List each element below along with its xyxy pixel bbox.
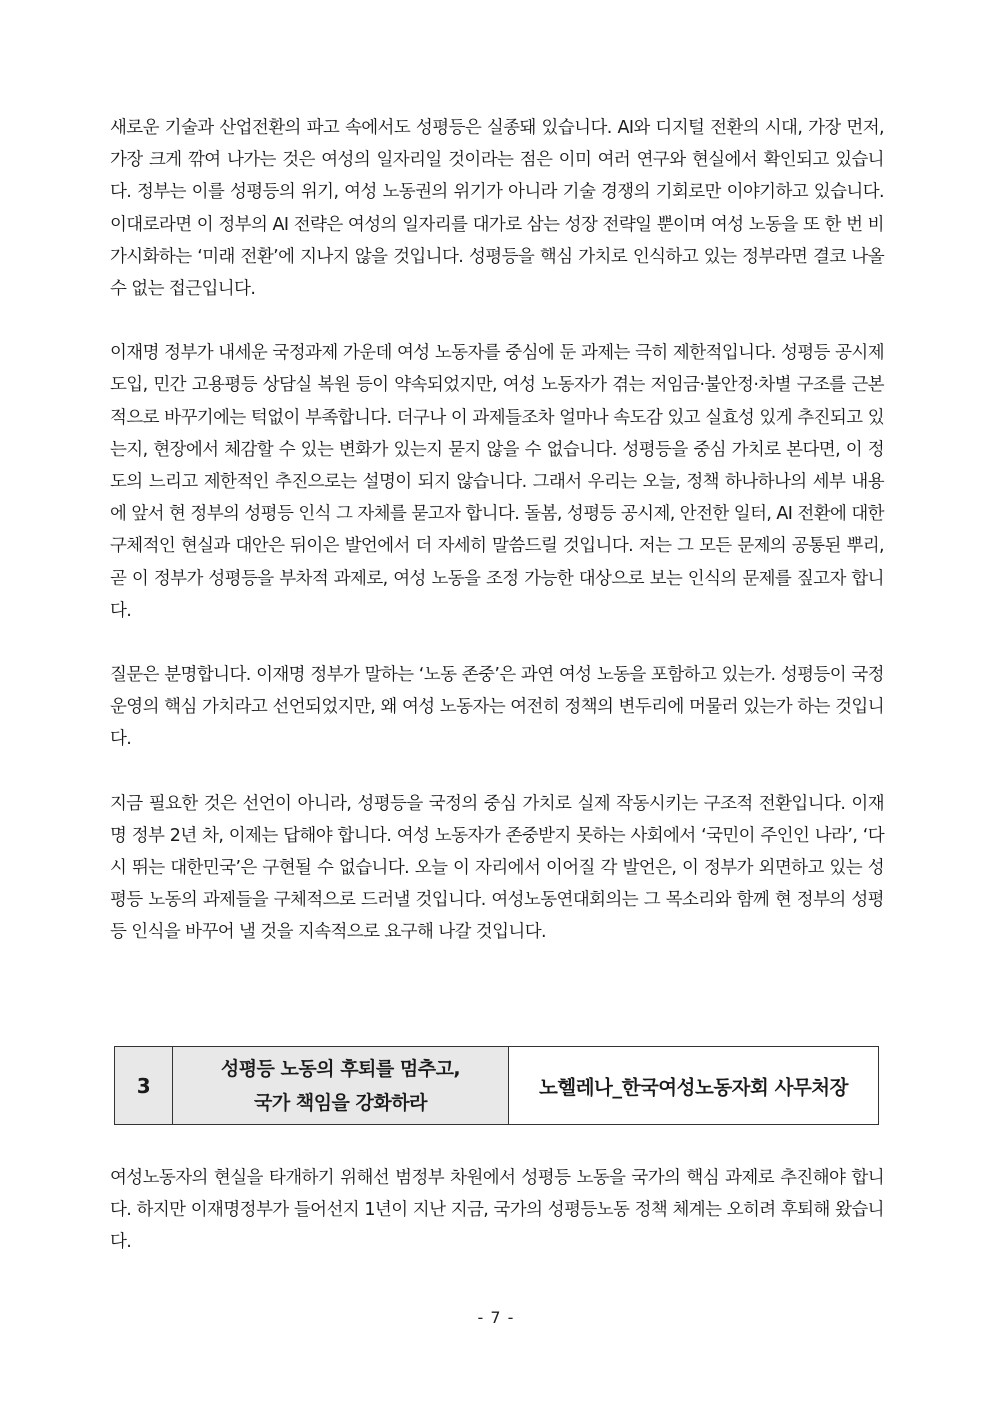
page-number: - 7 -	[477, 1308, 515, 1327]
section-paragraph: 여성노동자의 현실을 타개하기 위해선 범정부 차원에서 성평등 노동을 국가의 핵심 과제로 추진해야 합니다. 하지만 이재명정부가 들어선지 1년이 지난 지금, 국가의 성평등노동 정책 체계는 오히려 후퇴해 왔습니다.	[110, 1168, 884, 1253]
section-title	[173, 1047, 509, 1124]
section-title-line-1: 성평등 노동의 후퇴를 멈추고,	[220, 1057, 461, 1080]
paragraph-4: 지금 필요한 것은 선언이 아니라, 성평등을 국정의 중심 가치로 실제 작동시키는 구조적 전환입니다. 이재명 정부 2년 차, 이제는 답해야 합니다. 여성 노동자가 존중받지 못하는 사회에서 ‘국민이 주인인 나라’, ‘다시 뛰는 대한민국’은 구현될 수 없습니다. 오늘 이 자리에서 이어질 각 발언은, 이 정부가 외면하고 있는 성평등 노동의 과제들을 구체적으로 드러낼 것입니다. 여성노동연대회의는 그 목소리와 함께 현 정부의 성평등 인식을 바꾸어 낼 것을 지속적으로 요구해 나갈 것입니다.	[110, 793, 884, 943]
section-number: 3	[115, 1047, 173, 1124]
paragraph-3: 질문은 분명합니다. 이재명 정부가 말하는 ‘노동 존중’은 과연 여성 노동을 포함하고 있는가. 성평등이 국정운영의 핵심 가치라고 선언되었지만, 왜 여성 노동자는 여전히 정책의 변두리에 머물러 있는가 하는 것입니다.	[110, 665, 884, 750]
section-title-line-2: 국가 책임을 강화하라	[254, 1091, 427, 1114]
section-header-table	[114, 1046, 879, 1125]
section-speaker: 노헬레나_한국여성노동자회 사무처장	[509, 1047, 878, 1124]
paragraph-1: 새로운 기술과 산업전환의 파고 속에서도 성평등은 실종돼 있습니다. AI와 디지털 전환의 시대, 가장 먼저, 가장 크게 깎여 나가는 것은 여성의 일자리일 것이라는 점은 이미 여러 연구와 현실에서 확인되고 있습니다. 정부는 이를 성평등의 위기, 여성 노동권의 위기가 아니라 기술 경쟁의 기회로만 이야기하고 있습니다. 이대로라면 이 정부의 AI 전략은 여성의 일자리를 대가로 삼는 성장 전략일 뿐이며 여성 노동을 또 한 번 비가시화하는 ‘미래 전환’에 지나지 않을 것입니다. 성평등을 핵심 가치로 인식하고 있는 정부라면 결코 나올 수 없는 접근입니다.	[110, 118, 884, 300]
paragraph-2: 이재명 정부가 내세운 국정과제 가운데 여성 노동자를 중심에 둔 과제는 극히 제한적입니다. 성평등 공시제 도입, 민간 고용평등 상담실 복원 등이 약속되었지만, 여성 노동자가 겪는 저임금·불안정·차별 구조를 근본적으로 바꾸기에는 턱없이 부족합니다. 더구나 이 과제들조차 얼마나 속도감 있고 실효성 있게 추진되고 있는지, 현장에서 체감할 수 있는 변화가 있는지 묻지 않을 수 없습니다. 성평등을 중심 가치로 본다면, 이 정도의 느리고 제한적인 추진으로는 설명이 되지 않습니다. 그래서 우리는 오늘, 정책 하나하나의 세부 내용에 앞서 현 정부의 성평등 인식 그 자체를 묻고자 합니다. 돌봄, 성평등 공시제, 안전한 일터, AI 전환에 대한 구체적인 현실과 대안은 뒤이은 발언에서 더 자세히 말씀드릴 것입니다. 저는 그 모든 문제의 공통된 뿌리, 곧 이 정부가 성평등을 부차적 과제로, 여성 노동을 조정 가능한 대상으로 보는 인식의 문제를 짚고자 합니다.	[110, 343, 884, 621]
body-text	[110, 112, 884, 949]
section-body	[110, 1162, 884, 1259]
